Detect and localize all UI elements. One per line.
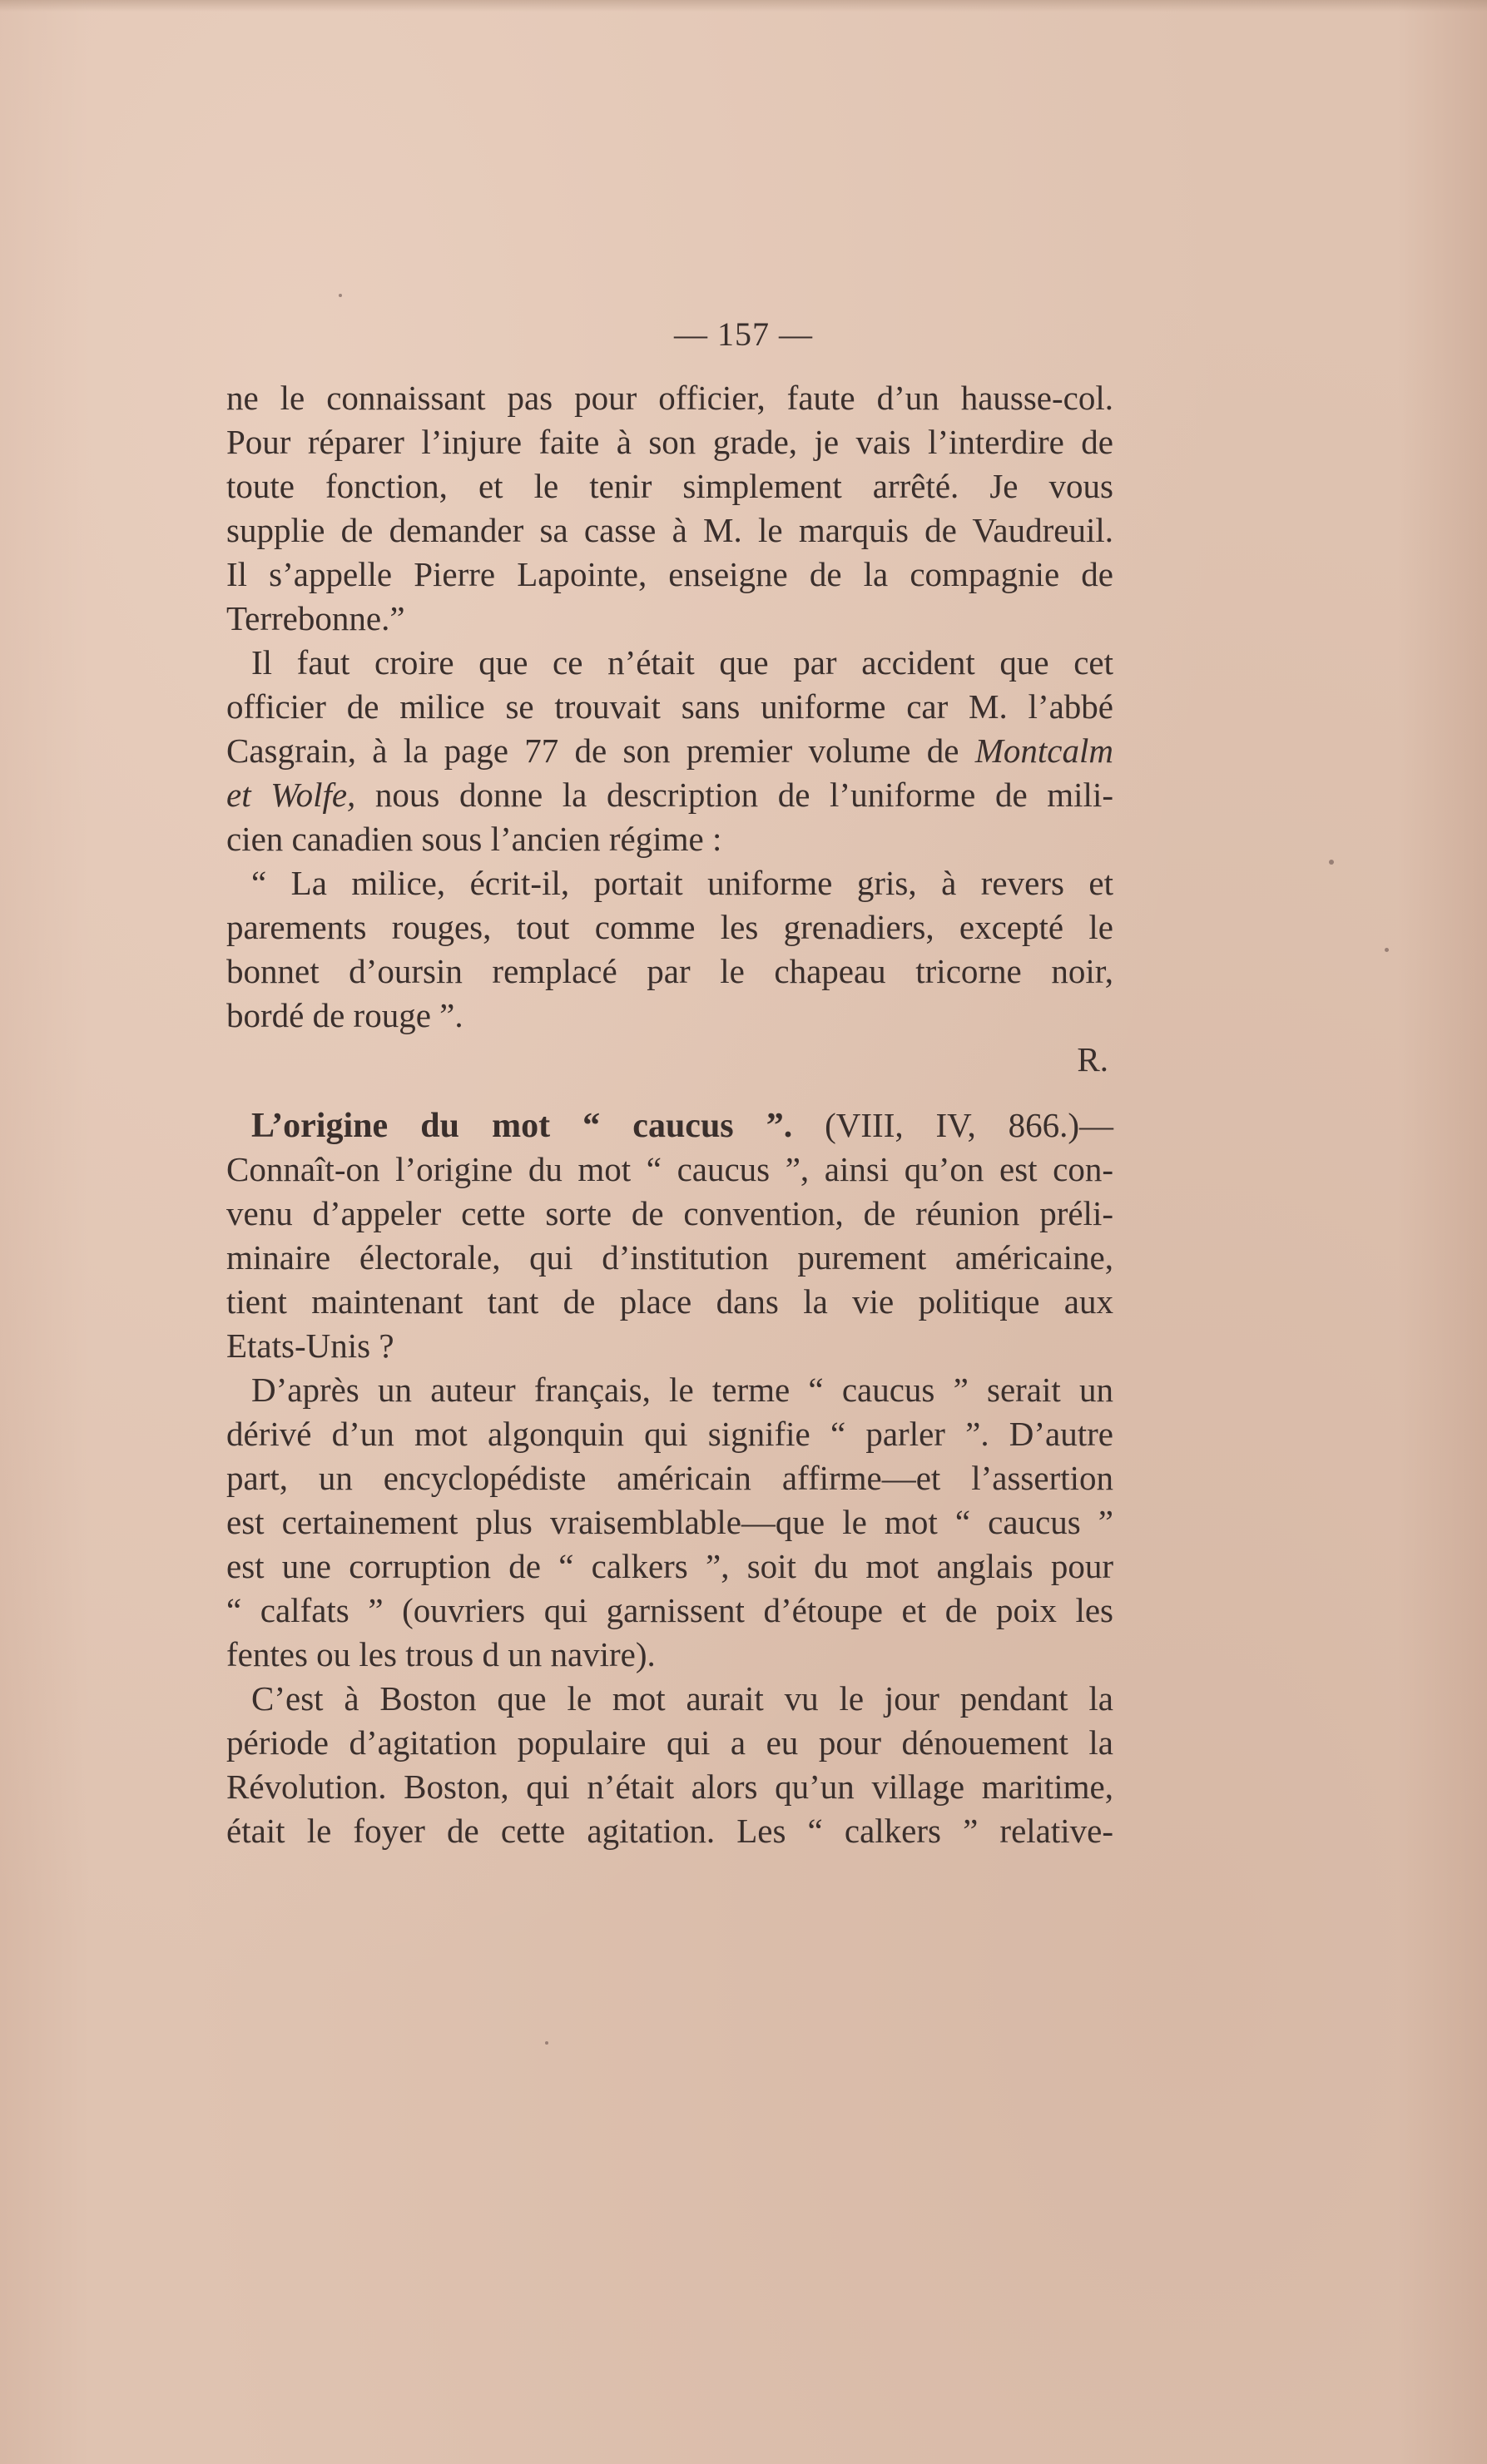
text-line: Il faut croire que ce n’était que par accident que cet xyxy=(251,643,1113,682)
text-line: tient maintenant tant de place dans la vie politique aux xyxy=(226,1282,1113,1321)
text-line: Connaît-on l’origine du mot “ caucus ”, ainsi qu’on est con- xyxy=(226,1150,1113,1188)
text-line: période d’agitation populaire qui a eu pour dénouement la xyxy=(226,1723,1113,1762)
text-line: était le foyer de cette agitation. Les “ calkers ” relative- xyxy=(226,1812,1113,1850)
text-line: dérivé d’un mot algonquin qui signifie “ parler ”. D’autre xyxy=(226,1415,1113,1453)
page-number: — 157 — xyxy=(674,315,813,353)
paper-speck xyxy=(1385,948,1389,952)
text-run: Casgrain, à la page 77 de son premier volume de xyxy=(226,731,975,770)
text-line: fentes ou les trous d un navire). xyxy=(226,1635,656,1673)
text-line: C’est à Boston que le mot aurait vu le jour pendant la xyxy=(251,1679,1113,1718)
text-line: bonnet d’oursin remplacé par le chapeau tricorne noir, xyxy=(226,952,1113,990)
text-line: ne le connaissant pas pour officier, faute d’un hausse-col. xyxy=(226,379,1113,417)
article-title: L’origine du mot “ caucus ”. xyxy=(251,1107,793,1145)
paper-speck xyxy=(545,2041,548,2045)
signature: R. xyxy=(1077,1040,1108,1078)
article-heading xyxy=(226,1103,1113,1148)
text-run: nous donne la description de l’uniforme de mili- xyxy=(355,776,1113,814)
body-text xyxy=(226,376,1113,1853)
text-line xyxy=(226,773,1113,817)
page-top-edge xyxy=(0,0,1487,12)
text-line: venu d’appeler cette sorte de convention, de réunion préli- xyxy=(226,1194,1113,1232)
text-line: toute fonction, et le tenir simplement arrêté. Je vous xyxy=(226,467,1113,505)
text-line: “ calfats ” (ouvriers qui garnissent d’étoupe et de poix les xyxy=(226,1591,1113,1629)
text-line: parements rouges, tout comme les grenadiers, excepté le xyxy=(226,908,1113,946)
section-gap xyxy=(226,1082,1113,1103)
text-line: part, un encyclopédiste américain affirme—et l’assertion xyxy=(226,1459,1113,1497)
text-line: minaire électorale, qui d’institution purement américaine, xyxy=(226,1238,1113,1277)
text-line: Terrebonne.” xyxy=(226,599,405,637)
text-line: est certainement plus vraisemblable—que le mot “ caucus ” xyxy=(226,1503,1113,1541)
text-line: bordé de rouge ”. xyxy=(226,996,463,1034)
text-line: “ La milice, écrit-il, portait uniforme gris, à revers et xyxy=(251,864,1113,902)
text-line: officier de milice se trouvait sans uniforme car M. l’abbé xyxy=(226,687,1113,726)
text-line: D’après un auteur français, le terme “ caucus ” serait un xyxy=(251,1371,1113,1409)
paper-speck xyxy=(339,294,342,297)
paper-speck xyxy=(1329,860,1334,865)
article-reference: (VIII, IV, 866.)— xyxy=(792,1106,1113,1144)
text-line: Il s’appelle Pierre Lapointe, enseigne de la compagnie de xyxy=(226,555,1113,593)
book-title-italic: Montcalm xyxy=(974,731,1113,770)
text-line: Révolution. Boston, qui n’était alors qu’un village maritime, xyxy=(226,1767,1113,1806)
text-line: supplie de demander sa casse à M. le marquis de Vaudreuil. xyxy=(226,511,1113,549)
text-line: Pour réparer l’injure faite à son grade, je vais l’interdire de xyxy=(226,423,1113,461)
text-line: est une corruption de “ calkers ”, soit du mot anglais pour xyxy=(226,1547,1113,1585)
text-line: cien canadien sous l’ancien régime : xyxy=(226,820,722,858)
text-line xyxy=(226,729,1113,773)
book-title-italic: et Wolfe, xyxy=(226,776,356,814)
text-line: Etats-Unis ? xyxy=(226,1326,394,1365)
